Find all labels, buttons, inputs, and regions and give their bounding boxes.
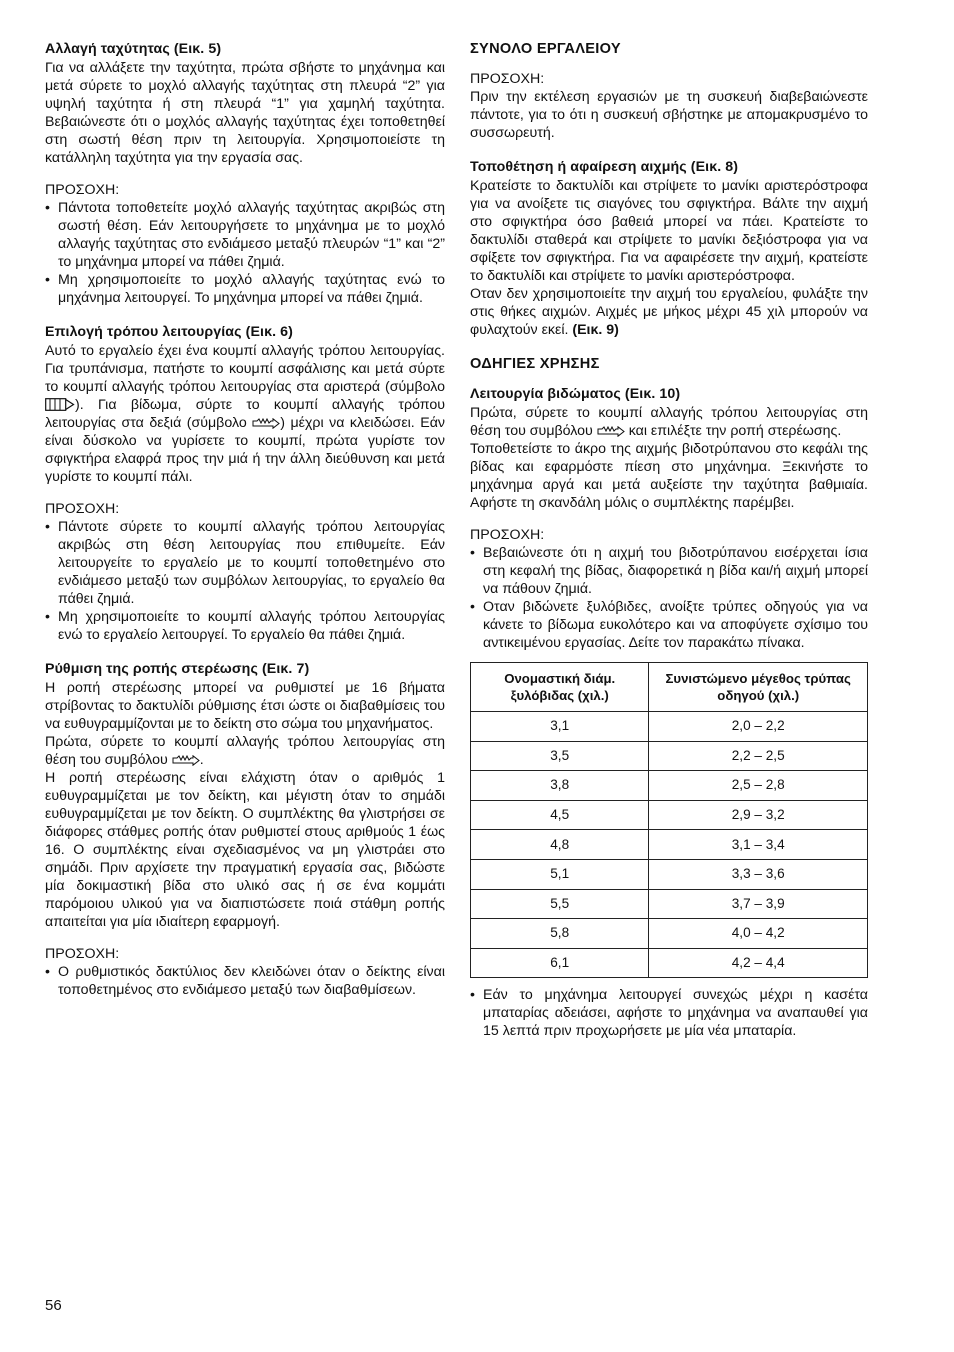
speed-change-body: Για να αλλάξετε την ταχύτητα, πρώτα σβήστε το μηχάνημα και μετά σύρετε το μοχλό αλλαγής ταχύτητας στη πλευρά “2” για υψηλή ταχύτητα ή στη πλευρά “1” για χαμηλή ταχύτητα. Βεβαιώνεστε ότι ο μοχλός αλλαγής ταχύτητας έχει τοποθετηθεί στη σωστή θέση πριν τη λειτουργία. Χρησιμοποιείστε τη κατάλληλη ταχύτητα για την εργασία σας. [45, 60, 445, 166]
torque-body-3: Η ροπή στερέωσης είναι ελάχιστη όταν ο αριθμός 1 ευθυγραμμίζεται με τον δείκτη, και μέγιστη όταν το σημάδι ευθυγραμμίζεται με τον δείκτη. Ο συμπλέκτης θα γλιστρήσει σε διάφορες στάθμες ροπής όταν ρυθμιστεί στους αριθμούς 1 έως 16. Ο συμπλέκτης είναι σχεδιασμένος να μη γλιστράει στο σημάδι. Πριν αρχίσετε την πραγματική εργασία σας, βιδώστε μία δοκιμαστική βίδα στο υλικό σας ή σε ένα κομμάτι παρόμοιου υλικού για να διαπιστώσετε ποιά στάθμη ροπής απαιτείται για μία ιδιαίτερη εφαρμογή. [45, 770, 445, 930]
screw-mode-symbol-icon [252, 418, 280, 429]
table-cell-pilot-hole: 2,9 – 3,2 [649, 800, 868, 830]
screwing-body-part: Πρώτα, σύρετε το κουμπί αλλαγής τρόπου λειτουργίας στη θέση του συμβόλου [470, 405, 868, 439]
mode-body-part: ) μέχρι να κλειδώσει. Εάν είναι δύσκολο να γυρίσετε το κουμπί, πρώτα γυρίστε τον σφιγκτήρα ελαφρά προς την μιά ή την άλλη διεύθυνση και μετά γυρίστε το κουμπί πάλι. [45, 415, 445, 485]
table-row [471, 800, 868, 830]
speed-change-title: Αλλαγή ταχύτητας (Εικ. 5) [45, 41, 222, 57]
mode-body-part: Αυτό το εργαλείο έχει ένα κουμπί αλλαγής τρόπου λειτουργίας. Για τρυπάνισμα, πατήστε το κουμπί ασφάλισης και μετά σύρτε το κουμπί αλλαγής τρόπου λειτουργίας στα αριστερά (σύμβολο [45, 343, 445, 395]
table-cell-pilot-hole: 4,0 – 4,2 [649, 919, 868, 949]
mode-selection-title: Επιλογή τρόπου λειτουργίας (Εικ. 6) [45, 324, 293, 340]
table-cell-pilot-hole: 3,7 – 3,9 [649, 889, 868, 919]
bit-install-title: Τοποθέτηση ή αφαίρεση αιχμής (Εικ. 8) [470, 159, 739, 175]
table-body [471, 712, 868, 978]
table-row [471, 859, 868, 889]
mode-caution-item: • Μη χρησιμοποιείτε το κουμπί αλλαγής τρόπου λειτουργίας ενώ το εργαλείο λειτουργεί. Το εργαλείο θα πάθει ζημιά. [45, 608, 445, 644]
screwing-caution-item: • Βεβαιώνεστε ότι η αιχμή του βιδοτρύπανου εισέρχεται ίσια στη κεφαλή της βίδας, διαφορετικά η βίδα και/ή αιχμή μπορεί να πάθουν ζημιά. [470, 544, 868, 598]
speed-caution-item: • Πάντοτα τοποθετείτε μοχλό αλλαγής ταχύτητας ακριβώς στη σωστή θέση. Εάν λειτουργήσετε το μηχάνημα με το μοχλό αλλαγής ταχύτητας στο ενδιάμεσο μεταξύ πλευρών “1” και “2” το μηχάνημα μπορεί να πάθει ζημιά. [45, 199, 445, 271]
table-cell-screw-diameter: 3,5 [471, 741, 649, 771]
table-cell-screw-diameter: 4,8 [471, 830, 649, 860]
mode-caution-label: ΠΡΟΣΟΧΗ: [45, 501, 120, 517]
table-cell-pilot-hole: 3,1 – 3,4 [649, 830, 868, 860]
table-cell-screw-diameter: 5,5 [471, 889, 649, 919]
table-header-screw-diameter: Ονομαστική διάμ. ξυλόβιδας (χιλ.) [471, 663, 649, 712]
table-cell-pilot-hole: 3,3 – 3,6 [649, 859, 868, 889]
screwing-caution-label: ΠΡΟΣΟΧΗ: [470, 527, 545, 543]
page-number: 56 [45, 1297, 62, 1314]
table-cell-screw-diameter: 3,1 [471, 712, 649, 742]
left-column [45, 40, 445, 999]
table-cell-screw-diameter: 4,5 [471, 800, 649, 830]
section-torque-adjustment [45, 660, 445, 999]
speed-caution-item: • Μη χρησιμοποιείτε το μοχλό αλλαγής ταχύτητας ενώ το μηχάνημα λειτουργεί. Το μηχάνημα μπορεί να πάθει ζημιά. [45, 271, 445, 307]
bit-install-body-2 [470, 285, 868, 339]
section-speed-change [45, 40, 445, 307]
mode-caution-list [45, 518, 445, 644]
screw-mode-symbol-icon [597, 426, 625, 437]
torque-body-2 [45, 733, 445, 769]
section-screwing [470, 385, 868, 1040]
table-cell-screw-diameter: 5,1 [471, 859, 649, 889]
torque-caution-list [45, 963, 445, 999]
table-cell-pilot-hole: 2,2 – 2,5 [649, 741, 868, 771]
table-row [471, 889, 868, 919]
screwing-body-1 [470, 404, 868, 440]
screw-mode-symbol-icon [172, 755, 200, 766]
speed-caution-list [45, 199, 445, 307]
table-row [471, 741, 868, 771]
table-row [471, 948, 868, 978]
torque-body-part: Πρώτα, σύρετε το κουμπί αλλαγής τρόπου λειτουργίας στη θέση του συμβόλου [45, 734, 445, 768]
table-cell-screw-diameter: 5,8 [471, 919, 649, 949]
mode-selection-body [45, 342, 445, 486]
assembly-caution-label: ΠΡΟΣΟΧΗ: [470, 71, 545, 87]
table-cell-screw-diameter: 6,1 [471, 948, 649, 978]
assembly-caution-text: Πριν την εκτέλεση εργασιών με τη συσκευή διαβεβαιώνεστε πάντοτε, για το ότι η συσκευή σβήστηκε με απομακρυσμένο το συσσωρευτή. [470, 89, 868, 141]
screwing-caution-list [470, 544, 868, 652]
table-cell-pilot-hole: 2,5 – 2,8 [649, 771, 868, 801]
table-row [471, 830, 868, 860]
table-cell-screw-diameter: 3,8 [471, 771, 649, 801]
screwing-body-2: Τοποθετείστε το άκρο της αιχμής βιδοτρύπανου στο κεφάλι της βίδας και εφαρμόστε πίεση στο μηχάνημα. Ξεκινήστε το μηχάνημα αργά και μετά αυξείστε την ταχύτητα βαθμιαία. Αφήστε τη σκανδάλη μόλις ο συμπλέκτης παρέμβει. [470, 441, 868, 511]
drill-mode-symbol-icon [45, 398, 75, 411]
torque-title: Ρύθμιση της ροπής στερέωσης (Εικ. 7) [45, 661, 310, 677]
section-mode-selection [45, 323, 445, 644]
torque-caution-label: ΠΡΟΣΟΧΗ: [45, 946, 120, 962]
torque-body-part: . [199, 752, 204, 768]
screwing-body-part: και επιλέξτε την ροπή στερέωσης. [624, 423, 842, 439]
table-cell-pilot-hole: 2,0 – 2,2 [649, 712, 868, 742]
assembly-title: ΣΥΝΟΛΟ ΕΡΓΑΛΕΙΟΥ [470, 41, 621, 57]
section-assembly [470, 40, 868, 142]
right-column [470, 40, 868, 1040]
screwing-caution-item: • Οταν βιδώνετε ξυλόβιδες, ανοίξτε τρύπες οδηγούς για να κάνετε το βίδωμα ευκολότερο και να αποφύγετε σχίσιμο του αντικειμένου εργασίας. Δείτε τον παρακάτω πίνακα. [470, 598, 868, 652]
pilot-hole-table [470, 662, 868, 978]
table-cell-pilot-hole: 4,2 – 4,4 [649, 948, 868, 978]
screwing-title: Λειτουργία βιδώματος (Εικ. 10) [470, 386, 681, 402]
table-header-row [471, 663, 868, 712]
bit-body-part: Οταν δεν χρησιμοποιείτε την αιχμή του εργαλείου, φυλάξτε την στις θήκες αιχμών. Αιχμές με μήκος μέχρι 45 χιλ μπορούν να φυλαχτούν εκεί. [470, 286, 868, 338]
mode-body-part: ). Για βίδωμα, σύρτε το κουμπί αλλαγής τρόπου λειτουργίας στα δεξιά (σύμβολο [45, 397, 445, 431]
bit-install-body-1: Κρατείστε το δακτυλίδι και στρίψετε το μανίκι αριστερόστροφα για να ανοίξετε τις σιαγόνες του σφιγκτήρα. Βάλτε την αιχμή στο σφιγκτήρα όσο βαθειά μπορεί να πάει. Κρατείστε το δακτυλίδι σταθερά και στρίψετε το μανίκι δεξιόστροφα για να σφίξετε τον σφιγκτήρα. Για να αφαιρέσετε την αιχμή, κρατείστε το δακτυλίδι και στρίψετε το μανίκι αριστερόστροφα. [470, 178, 868, 284]
torque-body-1: Η ροπή στερέωσης μπορεί να ρυθμιστεί με 16 βήματα στρίβοντας το δακτυλίδι ρύθμισης έτσι ώστε οι διαβαθμίσεις του να ευθυγραμμίζονται με το δείκτη στο σώμα του μηχανήματος. [45, 680, 445, 732]
table-row [471, 771, 868, 801]
figure-reference: (Εικ. 9) [572, 322, 619, 338]
speed-caution-label: ΠΡΟΣΟΧΗ: [45, 182, 120, 198]
operation-title: ΟΔΗΓΙΕΣ ΧΡΗΣΗΣ [470, 356, 600, 372]
torque-caution-item: • Ο ρυθμιστικός δακτύλιος δεν κλειδώνει όταν ο δείκτης είναι τοποθετημένος στο ενδιάμεσο μεταξύ των διαβαθμίσεων. [45, 963, 445, 999]
table-header-pilot-hole: Συνιστώμενο μέγεθος τρύπας οδηγού (χιλ.) [649, 663, 868, 712]
mode-caution-item: • Πάντοτε σύρετε το κουμπί αλλαγής τρόπου λειτουργίας ακριβώς στη θέση λειτουργίας που επιθυμείτε. Εάν λειτουργείτε το εργαλείο με το κουμπί τοποθετημένο στο ενδιάμεσο μεταξύ των συμβόλων λειτουργίας, το εργαλείο θα πάθει ζημιά. [45, 518, 445, 608]
table-row [471, 712, 868, 742]
table-row [471, 919, 868, 949]
section-bit-install [470, 158, 868, 339]
battery-note: • Εάν το μηχάνημα λειτουργεί συνεχώς μέχρι η κασέτα μπαταρίας αδειάσει, αφήστε το μηχάνημα να αναπαυθεί για 15 λεπτά πριν προχωρήσετε με μία νέα μπαταρία. [470, 986, 868, 1040]
battery-note-list [470, 986, 868, 1040]
